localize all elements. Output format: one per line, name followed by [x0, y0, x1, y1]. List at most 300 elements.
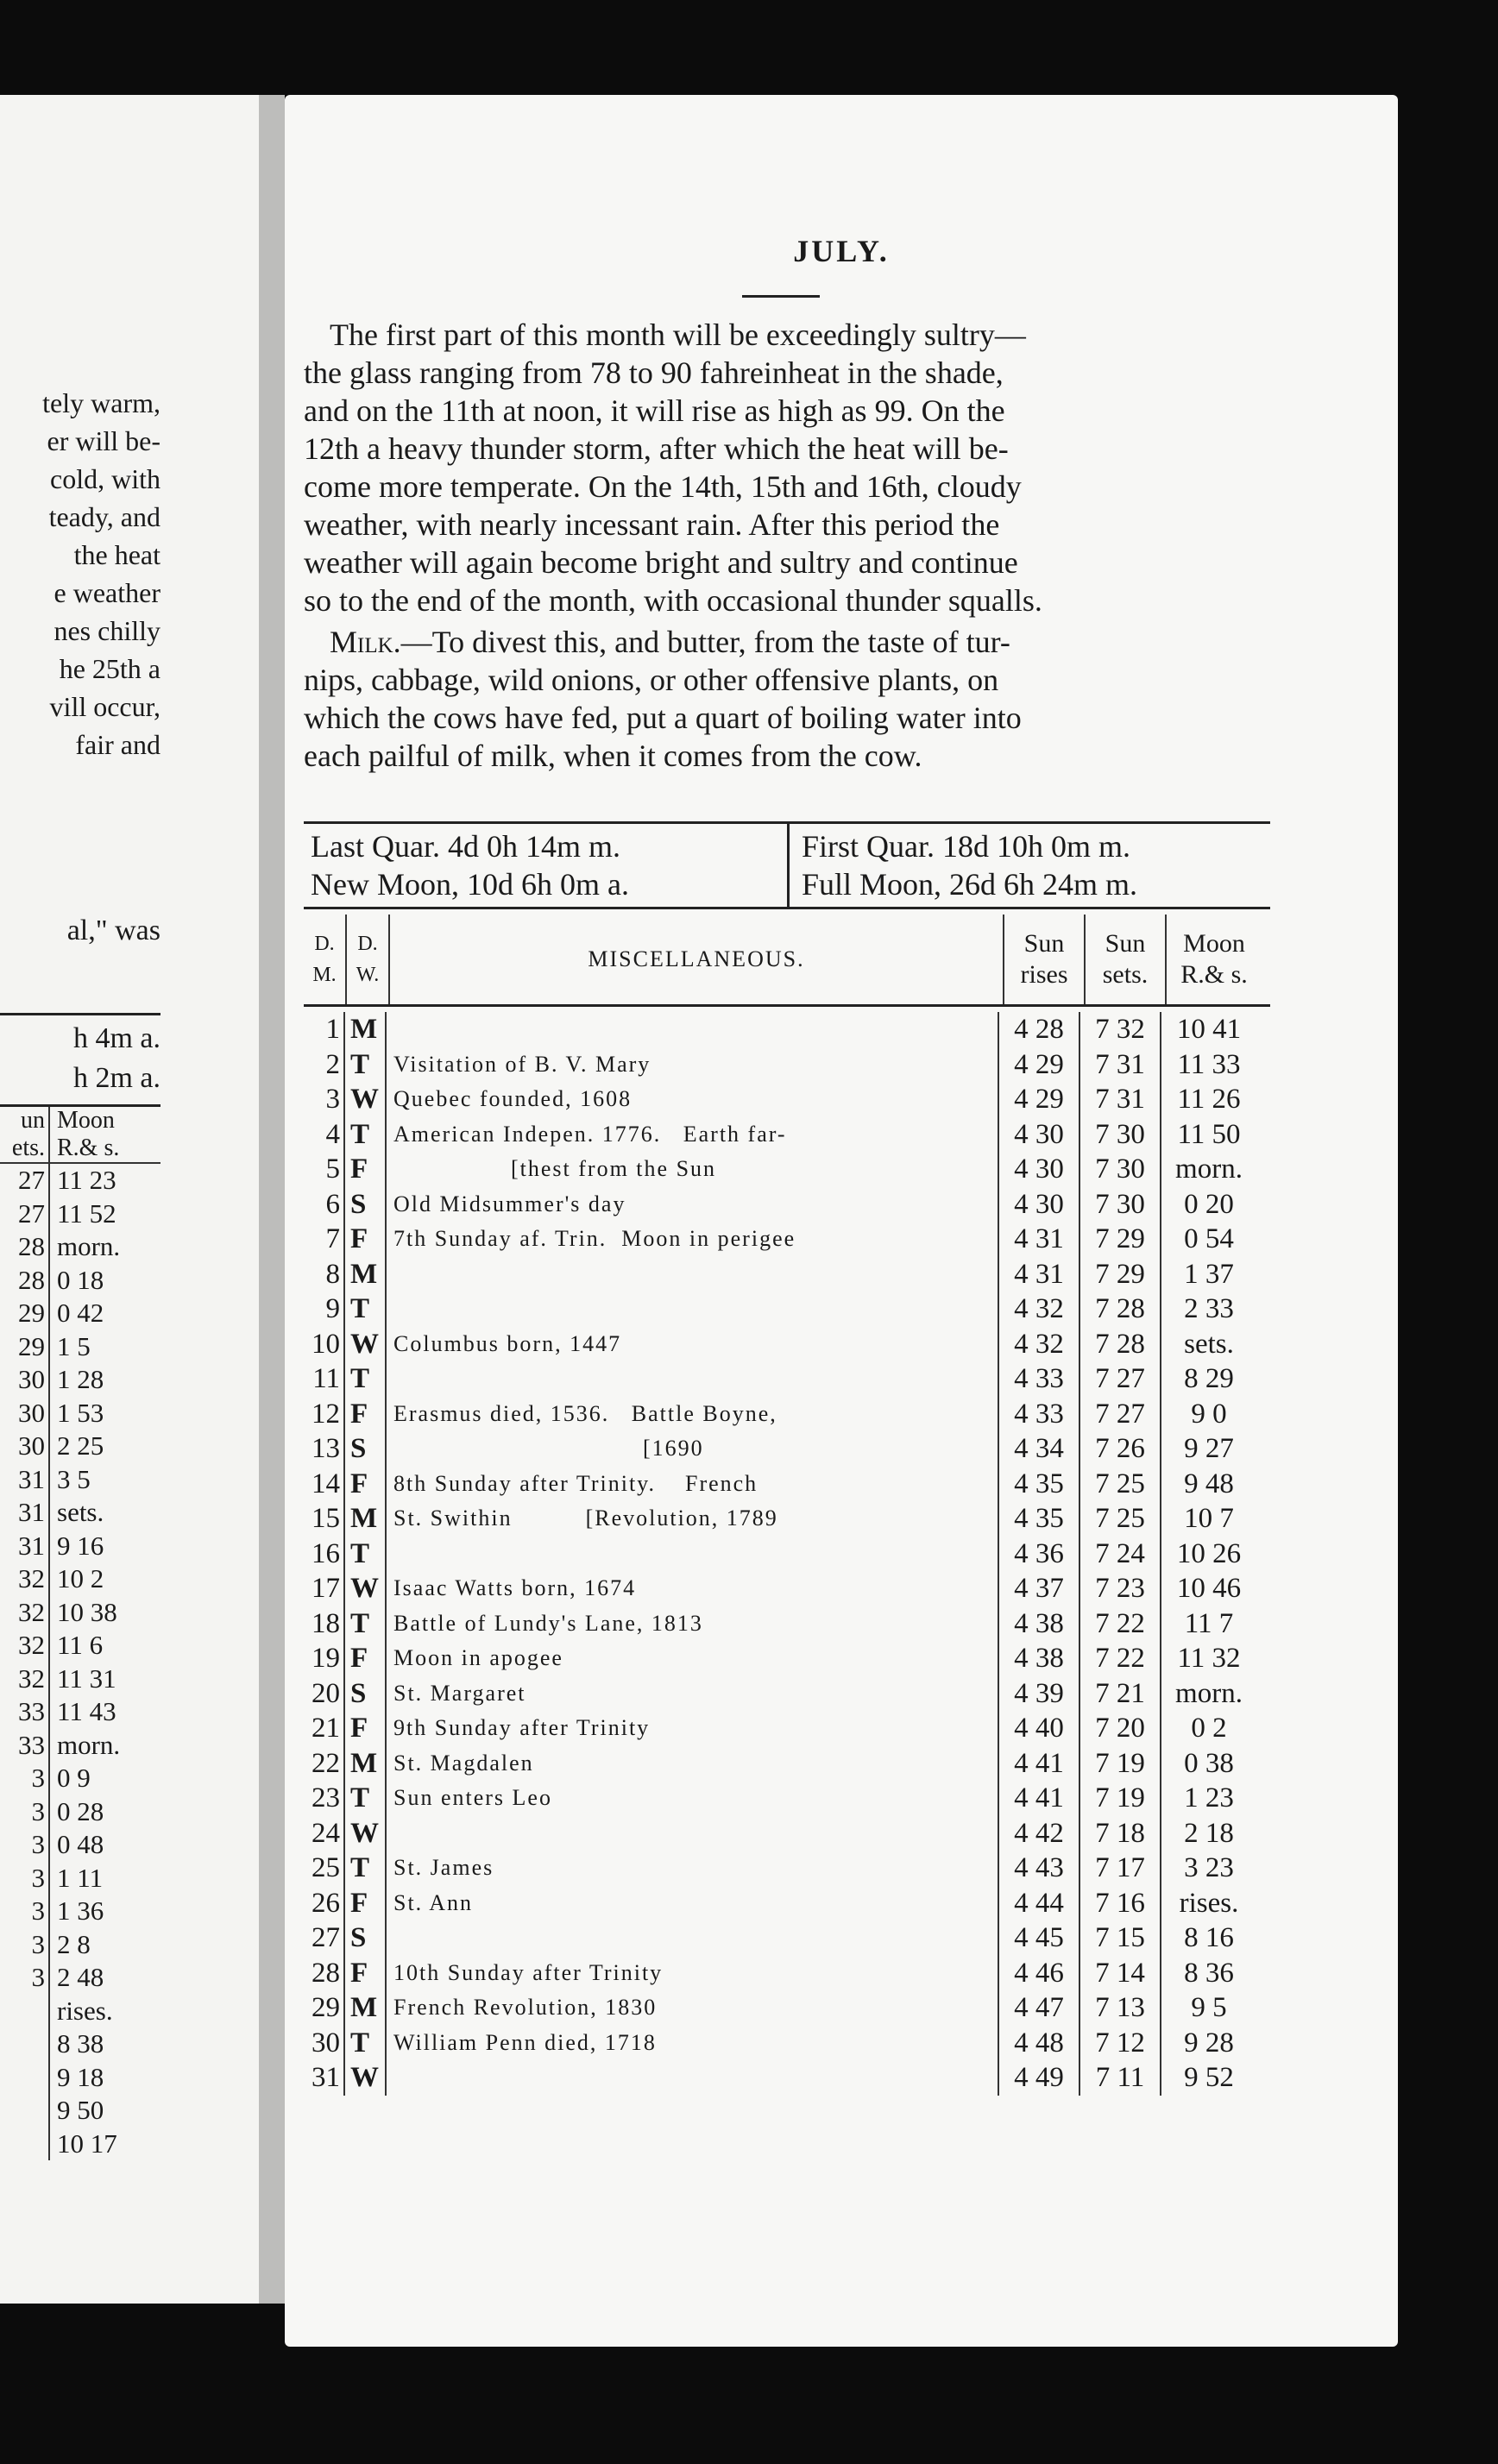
milk-heading: Milk.	[330, 625, 401, 659]
miscellaneous-cell	[387, 1816, 999, 1851]
day-of-month-cell: 19	[304, 1641, 345, 1676]
sun-rises-cell: 4 38	[999, 1606, 1080, 1642]
prev-header-sun-sets: ets.	[11, 1135, 45, 1161]
prev-moon-cell: 0 9	[57, 1763, 91, 1793]
day-of-week-cell: F	[345, 1956, 387, 1991]
prev-table-row	[0, 1695, 160, 1729]
sun-sets-cell: 7 18	[1080, 1816, 1161, 1851]
milk-line	[304, 623, 1270, 661]
table-row	[304, 2060, 1270, 2096]
moon-rises-sets-cell: 0 2	[1191, 1713, 1227, 1744]
prev-text-line: er will be-	[47, 425, 160, 456]
prev-table-row	[0, 1264, 160, 1298]
day-of-month-cell: 16	[304, 1537, 345, 1572]
prev-text-line: tely warm,	[42, 387, 160, 418]
table-row	[304, 1501, 1270, 1537]
day-of-week-cell: T	[345, 1361, 387, 1397]
sun-sets-cell: 7 19	[1080, 1746, 1161, 1782]
sun-rises-cell: 4 30	[999, 1117, 1080, 1153]
header-moon-rises-sets	[1167, 915, 1262, 1004]
sun-rises-cell: 4 36	[999, 1537, 1080, 1572]
prev-moon-cell: rises.	[57, 1995, 113, 2026]
previous-page-table	[0, 1104, 160, 2160]
table-row	[304, 1187, 1270, 1223]
sun-sets-cell: 7 19	[1080, 1781, 1161, 1816]
day-of-week-cell: T	[345, 1781, 387, 1816]
table-row	[304, 1467, 1270, 1502]
title-divider	[742, 295, 820, 298]
sun-rises-cell: 4 28	[999, 1012, 1080, 1047]
moon-rises-sets-cell: morn.	[1175, 1677, 1243, 1709]
day-of-month-cell: 23	[304, 1781, 345, 1816]
header-sr-line2: rises	[1020, 960, 1068, 989]
day-of-week-cell: W	[345, 2060, 387, 2096]
day-of-month-cell: 7	[304, 1222, 345, 1257]
prev-sun-sets-cell: 3	[0, 1961, 50, 1995]
prev-moon-cell: morn.	[57, 1729, 121, 1760]
sun-sets-cell: 7 13	[1080, 1990, 1161, 2026]
moon-rises-sets-cell: 0 54	[1184, 1223, 1234, 1254]
miscellaneous-cell: Columbus born, 1447	[387, 1327, 999, 1362]
prev-sun-sets-cell: 28	[0, 1264, 50, 1298]
miscellaneous-cell: American Indepen. 1776. Earth far-	[387, 1117, 999, 1153]
day-of-week-cell: F	[345, 1886, 387, 1921]
prev-sun-sets-cell: 27	[0, 1197, 50, 1231]
miscellaneous-cell: 8th Sunday after Trinity. French	[387, 1467, 999, 1502]
day-of-week-cell: S	[345, 1187, 387, 1223]
moon-rises-sets-cell: 11 26	[1177, 1084, 1241, 1115]
day-of-week-cell: M	[345, 1012, 387, 1047]
prev-moon-cell: 9 50	[57, 2095, 104, 2125]
prev-text-line: teady, and	[48, 501, 160, 532]
table-row	[304, 1886, 1270, 1921]
moon-rises-sets-cell: 9 5	[1191, 1992, 1227, 2023]
day-of-month-cell: 6	[304, 1187, 345, 1223]
sun-rises-cell: 4 37	[999, 1571, 1080, 1606]
moon-phase-line: Last Quar. 4d 0h 14m m.	[311, 829, 620, 864]
moon-rises-sets-cell: 11 50	[1177, 1118, 1241, 1150]
prev-sun-sets-cell: 32	[0, 1596, 50, 1630]
sun-rises-cell: 4 44	[999, 1886, 1080, 1921]
day-of-week-cell: M	[345, 1990, 387, 2026]
prev-moon-cell: 2 8	[57, 1928, 91, 1959]
table-row	[304, 1152, 1270, 1187]
sun-sets-cell: 7 21	[1080, 1676, 1161, 1712]
header-sun-sets	[1086, 915, 1167, 1004]
moon-rises-sets-cell: 10 26	[1176, 1537, 1242, 1569]
moon-rises-sets-cell: 10 46	[1176, 1573, 1242, 1604]
prev-table-row	[0, 1197, 160, 1231]
moon-rises-sets-cell: 9 27	[1184, 1433, 1234, 1464]
day-of-week-cell: F	[345, 1467, 387, 1502]
sun-sets-cell: 7 29	[1080, 1257, 1161, 1292]
moon-phases-right	[790, 824, 1137, 907]
day-of-week-cell: S	[345, 1676, 387, 1712]
table-row	[304, 1257, 1270, 1292]
day-of-week-cell: T	[345, 1851, 387, 1886]
weather-line: 12th a heavy thunder storm, after which the heat will be-	[304, 431, 1009, 466]
prev-sun-sets-cell: 3	[0, 1895, 50, 1928]
sun-sets-cell: 7 15	[1080, 1920, 1161, 1956]
prev-table-row	[0, 1828, 160, 1862]
header-sun-rises	[1004, 915, 1086, 1004]
miscellaneous-cell: Visitation of B. V. Mary	[387, 1047, 999, 1083]
prev-moon-cell: sets.	[57, 1497, 104, 1527]
sun-rises-cell: 4 48	[999, 2026, 1080, 2061]
weather-line: weather, with nearly incessant rain. After this period the	[304, 507, 1000, 542]
table-row	[304, 1361, 1270, 1397]
sun-sets-cell: 7 25	[1080, 1467, 1161, 1502]
prev-sun-sets-cell	[0, 2128, 50, 2161]
moon-rises-sets-cell: 8 29	[1184, 1363, 1234, 1394]
day-of-month-cell: 2	[304, 1047, 345, 1083]
header-dw-line1: D.	[357, 933, 378, 955]
sun-sets-cell: 7 24	[1080, 1537, 1161, 1572]
prev-moon-cell: 8 38	[57, 2028, 104, 2059]
prev-moon-cell: 1 28	[57, 1364, 104, 1394]
day-of-week-cell: S	[345, 1431, 387, 1467]
weather-line: and on the 11th at noon, it will rise as high as 99. On the	[304, 393, 1005, 428]
almanac-page	[285, 95, 1398, 2347]
prev-sun-sets-cell: 30	[0, 1363, 50, 1397]
prev-moon-cell: 0 28	[57, 1795, 104, 1826]
day-of-month-cell: 17	[304, 1571, 345, 1606]
moon-phase-line: New Moon, 10d 6h 0m a.	[311, 867, 629, 902]
prev-table-row	[0, 2061, 160, 2095]
moon-rises-sets-cell: 2 18	[1184, 1817, 1234, 1849]
day-of-week-cell: M	[345, 1746, 387, 1782]
miscellaneous-cell: Old Midsummer's day	[387, 1187, 999, 1223]
table-row	[304, 1920, 1270, 1956]
prev-table-row	[0, 1330, 160, 1364]
calendar-table	[304, 915, 1270, 2096]
day-of-month-cell: 11	[304, 1361, 345, 1397]
day-of-month-cell: 29	[304, 1990, 345, 2026]
table-row	[304, 1641, 1270, 1676]
moon-rises-sets-cell: 0 20	[1184, 1188, 1234, 1220]
miscellaneous-cell	[387, 1920, 999, 1956]
miscellaneous-cell: William Penn died, 1718	[387, 2026, 999, 2061]
day-of-month-cell: 4	[304, 1117, 345, 1153]
sun-rises-cell: 4 41	[999, 1746, 1080, 1782]
weather-line: The first part of this month will be exceedingly sultry—	[330, 317, 1026, 352]
table-row	[304, 1397, 1270, 1432]
moon-rises-sets-cell: 2 33	[1184, 1293, 1234, 1324]
day-of-month-cell: 28	[304, 1956, 345, 1991]
table-row	[304, 1676, 1270, 1712]
moon-rises-sets-cell: 10 7	[1184, 1503, 1234, 1534]
prev-moon-cell: 10 17	[57, 2128, 117, 2159]
table-row	[304, 1746, 1270, 1782]
table-row	[304, 1431, 1270, 1467]
day-of-month-cell: 24	[304, 1816, 345, 1851]
prev-moon-cell: 11 23	[57, 1165, 116, 1195]
sun-sets-cell: 7 31	[1080, 1082, 1161, 1117]
day-of-week-cell: M	[345, 1501, 387, 1537]
prev-moon-cell: 11 43	[57, 1696, 116, 1726]
prev-table-row	[0, 1164, 160, 1197]
day-of-week-cell: T	[345, 1117, 387, 1153]
miscellaneous-cell: St. Ann	[387, 1886, 999, 1921]
table-row	[304, 1956, 1270, 1991]
sun-rises-cell: 4 47	[999, 1990, 1080, 2026]
miscellaneous-cell: Sun enters Leo	[387, 1781, 999, 1816]
prev-text-line: fair and	[75, 729, 160, 760]
day-of-week-cell: F	[345, 1397, 387, 1432]
miscellaneous-cell: Quebec founded, 1608	[387, 1082, 999, 1117]
prev-moon-line: h 2m a.	[72, 1062, 160, 1094]
day-of-week-cell: W	[345, 1327, 387, 1362]
milk-text: —To divest this, and butter, from the taste of tur-	[400, 625, 1010, 659]
prev-table-row	[0, 1795, 160, 1829]
miscellaneous-cell	[387, 1292, 999, 1327]
header-sr-line1: Sun	[1023, 929, 1065, 958]
miscellaneous-cell	[387, 1257, 999, 1292]
sun-sets-cell: 7 26	[1080, 1431, 1161, 1467]
prev-sun-sets-cell: 33	[0, 1695, 50, 1729]
header-dm-line2: M.	[312, 964, 337, 986]
prev-sun-sets-cell: 32	[0, 1629, 50, 1663]
miscellaneous-cell: St. Margaret	[387, 1676, 999, 1712]
day-of-week-cell: F	[345, 1641, 387, 1676]
prev-sun-sets-cell: 27	[0, 1164, 50, 1197]
weather-line: so to the end of the month, with occasional thunder squalls.	[304, 583, 1042, 618]
day-of-month-cell: 5	[304, 1152, 345, 1187]
prev-sun-sets-cell: 31	[0, 1530, 50, 1563]
table-row	[304, 1047, 1270, 1083]
prev-sun-sets-cell	[0, 2061, 50, 2095]
moon-rises-sets-cell: sets.	[1184, 1328, 1234, 1360]
miscellaneous-cell: 7th Sunday af. Trin. Moon in perigee	[387, 1222, 999, 1257]
prev-text-line: cold, with	[50, 463, 160, 494]
prev-sun-sets-cell	[0, 2027, 50, 2061]
sun-sets-cell: 7 29	[1080, 1222, 1161, 1257]
sun-rises-cell: 4 30	[999, 1152, 1080, 1187]
day-of-month-cell: 27	[304, 1920, 345, 1956]
calendar-header	[304, 915, 1270, 1007]
miscellaneous-cell	[387, 1361, 999, 1397]
table-row	[304, 2026, 1270, 2061]
prev-header-moon-rs: R.& s.	[57, 1135, 120, 1161]
table-row	[304, 1117, 1270, 1153]
sun-rises-cell: 4 29	[999, 1082, 1080, 1117]
day-of-month-cell: 18	[304, 1606, 345, 1642]
prev-table-row	[0, 2094, 160, 2128]
miscellaneous-cell: [thest from the Sun	[387, 1152, 999, 1187]
prev-table-row	[0, 1895, 160, 1928]
sun-rises-cell: 4 31	[999, 1222, 1080, 1257]
prev-moon-cell: 2 48	[57, 1962, 104, 1992]
moon-rises-sets-cell: 11 33	[1177, 1048, 1241, 1080]
header-ss-line2: sets.	[1102, 960, 1149, 989]
day-of-month-cell: 15	[304, 1501, 345, 1537]
table-row	[304, 1711, 1270, 1746]
sun-rises-cell: 4 39	[999, 1676, 1080, 1712]
prev-table-row	[0, 1430, 160, 1463]
prev-header-moon: Moon	[57, 1107, 115, 1134]
header-dm-line1: D.	[314, 933, 335, 955]
moon-rises-sets-cell: 9 52	[1184, 2062, 1234, 2093]
prev-text-line: the heat	[73, 539, 160, 570]
prev-table-row	[0, 1928, 160, 1962]
miscellaneous-cell: St. Swithin [Revolution, 1789	[387, 1501, 999, 1537]
day-of-week-cell: T	[345, 2026, 387, 2061]
prev-sun-sets-cell: 3	[0, 1928, 50, 1962]
prev-table-row	[0, 1297, 160, 1330]
day-of-week-cell: F	[345, 1152, 387, 1187]
moon-rises-sets-cell: 11 7	[1184, 1607, 1234, 1639]
table-row	[304, 1571, 1270, 1606]
prev-moon-cell: 11 31	[57, 1663, 116, 1694]
book-gutter	[259, 95, 285, 2304]
prev-text-line: e weather	[54, 577, 160, 608]
day-of-month-cell: 26	[304, 1886, 345, 1921]
miscellaneous-cell: Isaac Watts born, 1674	[387, 1571, 999, 1606]
calendar-body	[304, 1007, 1270, 2096]
sun-sets-cell: 7 27	[1080, 1397, 1161, 1432]
moon-rises-sets-cell: 9 0	[1191, 1398, 1227, 1430]
prev-sun-sets-cell: 32	[0, 1562, 50, 1596]
prev-table-row	[0, 1363, 160, 1397]
milk-paragraph	[304, 623, 1270, 775]
sun-rises-cell: 4 33	[999, 1361, 1080, 1397]
day-of-month-cell: 3	[304, 1082, 345, 1117]
prev-text-line: nes chilly	[54, 615, 160, 646]
day-of-month-cell: 14	[304, 1467, 345, 1502]
sun-sets-cell: 7 12	[1080, 2026, 1161, 2061]
prev-moon-cell: 9 18	[57, 2061, 104, 2092]
table-row	[304, 1292, 1270, 1327]
previous-page-moon-phases	[0, 1013, 160, 1102]
table-row	[304, 1851, 1270, 1886]
day-of-month-cell: 10	[304, 1327, 345, 1362]
sun-rises-cell: 4 43	[999, 1851, 1080, 1886]
miscellaneous-cell: 9th Sunday after Trinity	[387, 1711, 999, 1746]
sun-sets-cell: 7 28	[1080, 1327, 1161, 1362]
prev-moon-cell: 0 48	[57, 1829, 104, 1859]
prev-sun-sets-cell: 3	[0, 1862, 50, 1895]
milk-line: each pailful of milk, when it comes from the cow.	[304, 739, 922, 773]
day-of-week-cell: T	[345, 1606, 387, 1642]
milk-line: nips, cabbage, wild onions, or other offensive plants, on	[304, 663, 999, 697]
day-of-week-cell: T	[345, 1537, 387, 1572]
sun-sets-cell: 7 30	[1080, 1117, 1161, 1153]
day-of-month-cell: 30	[304, 2026, 345, 2061]
prev-moon-cell: 10 38	[57, 1596, 117, 1627]
header-dw-line2: W.	[356, 964, 380, 986]
milk-line: which the cows have fed, put a quart of boiling water into	[304, 701, 1022, 735]
table-row	[304, 1537, 1270, 1572]
sun-rises-cell: 4 30	[999, 1187, 1080, 1223]
sun-sets-cell: 7 14	[1080, 1956, 1161, 1991]
day-of-week-cell: W	[345, 1082, 387, 1117]
prev-table-row	[0, 1862, 160, 1895]
moon-rises-sets-cell: 3 23	[1184, 1852, 1234, 1883]
prev-sun-sets-cell: 31	[0, 1463, 50, 1497]
prev-moon-cell: morn.	[57, 1231, 121, 1261]
table-row	[304, 1990, 1270, 2026]
sun-rises-cell: 4 45	[999, 1920, 1080, 1956]
prev-sun-sets-cell: 31	[0, 1496, 50, 1530]
sun-rises-cell: 4 31	[999, 1257, 1080, 1292]
prev-table-header	[0, 1107, 160, 1164]
prev-moon-cell: 2 25	[57, 1430, 104, 1461]
sun-sets-cell: 7 32	[1080, 1012, 1161, 1047]
miscellaneous-cell: Moon in apogee	[387, 1641, 999, 1676]
prev-table-row	[0, 1961, 160, 1995]
prev-sun-sets-cell: 29	[0, 1330, 50, 1364]
moon-rises-sets-cell: 8 36	[1184, 1957, 1234, 1989]
miscellaneous-cell	[387, 1537, 999, 1572]
prev-table-row	[0, 2128, 160, 2161]
prev-text-line: he 25th a	[59, 653, 160, 684]
moon-rises-sets-cell: rises.	[1179, 1887, 1239, 1919]
moon-phase-line: First Quar. 18d 10h 0m m.	[802, 829, 1131, 864]
miscellaneous-cell: St. James	[387, 1851, 999, 1886]
miscellaneous-cell	[387, 1012, 999, 1047]
sun-rises-cell: 4 29	[999, 1047, 1080, 1083]
prev-table-row	[0, 1463, 160, 1497]
table-row	[304, 1222, 1270, 1257]
sun-sets-cell: 7 22	[1080, 1641, 1161, 1676]
sun-sets-cell: 7 30	[1080, 1187, 1161, 1223]
table-row	[304, 1606, 1270, 1642]
previous-page-note: al," was	[66, 915, 160, 946]
page-title: JULY.	[793, 234, 890, 268]
weather-line: come more temperate. On the 14th, 15th and 16th, cloudy	[304, 469, 1022, 504]
prev-sun-sets-cell: 30	[0, 1397, 50, 1430]
moon-rises-sets-cell: 0 38	[1184, 1747, 1234, 1779]
prev-sun-sets-cell: 32	[0, 1663, 50, 1696]
sun-sets-cell: 7 27	[1080, 1361, 1161, 1397]
weather-line: the glass ranging from 78 to 90 fahreinheat in the shade,	[304, 355, 1004, 390]
sun-rises-cell: 4 40	[999, 1711, 1080, 1746]
prev-table-body	[0, 1164, 160, 2160]
sun-rises-cell: 4 32	[999, 1327, 1080, 1362]
prev-table-row	[0, 2027, 160, 2061]
prev-moon-cell: 3 5	[57, 1463, 91, 1494]
moon-rises-sets-cell: 9 28	[1184, 2027, 1234, 2059]
moon-rises-sets-cell: 10 41	[1176, 1014, 1242, 1045]
header-ss-line1: Sun	[1105, 929, 1146, 958]
sun-sets-cell: 7 16	[1080, 1886, 1161, 1921]
day-of-month-cell: 8	[304, 1257, 345, 1292]
prev-moon-cell: 10 2	[57, 1563, 104, 1593]
sun-rises-cell: 4 32	[999, 1292, 1080, 1327]
moon-rises-sets-cell: 1 23	[1184, 1782, 1234, 1813]
prev-moon-cell: 11 6	[57, 1630, 104, 1660]
day-of-week-cell: T	[345, 1047, 387, 1083]
sun-sets-cell: 7 25	[1080, 1501, 1161, 1537]
miscellaneous-cell	[387, 2060, 999, 2096]
sun-rises-cell: 4 46	[999, 1956, 1080, 1991]
prev-sun-sets-cell: 3	[0, 1795, 50, 1829]
sun-sets-cell: 7 31	[1080, 1047, 1161, 1083]
day-of-week-cell: F	[345, 1711, 387, 1746]
sun-rises-cell: 4 42	[999, 1816, 1080, 1851]
miscellaneous-cell: [1690	[387, 1431, 999, 1467]
miscellaneous-cell: French Revolution, 1830	[387, 1990, 999, 2026]
weather-paragraph	[304, 316, 1270, 619]
miscellaneous-cell: Erasmus died, 1536. Battle Boyne,	[387, 1397, 999, 1432]
table-row	[304, 1327, 1270, 1362]
sun-rises-cell: 4 35	[999, 1467, 1080, 1502]
prev-table-row	[0, 1596, 160, 1630]
moon-rises-sets-cell: 9 48	[1184, 1468, 1234, 1499]
prev-moon-cell: 9 16	[57, 1530, 104, 1561]
day-of-month-cell: 25	[304, 1851, 345, 1886]
prev-header-sun: un	[21, 1107, 45, 1134]
